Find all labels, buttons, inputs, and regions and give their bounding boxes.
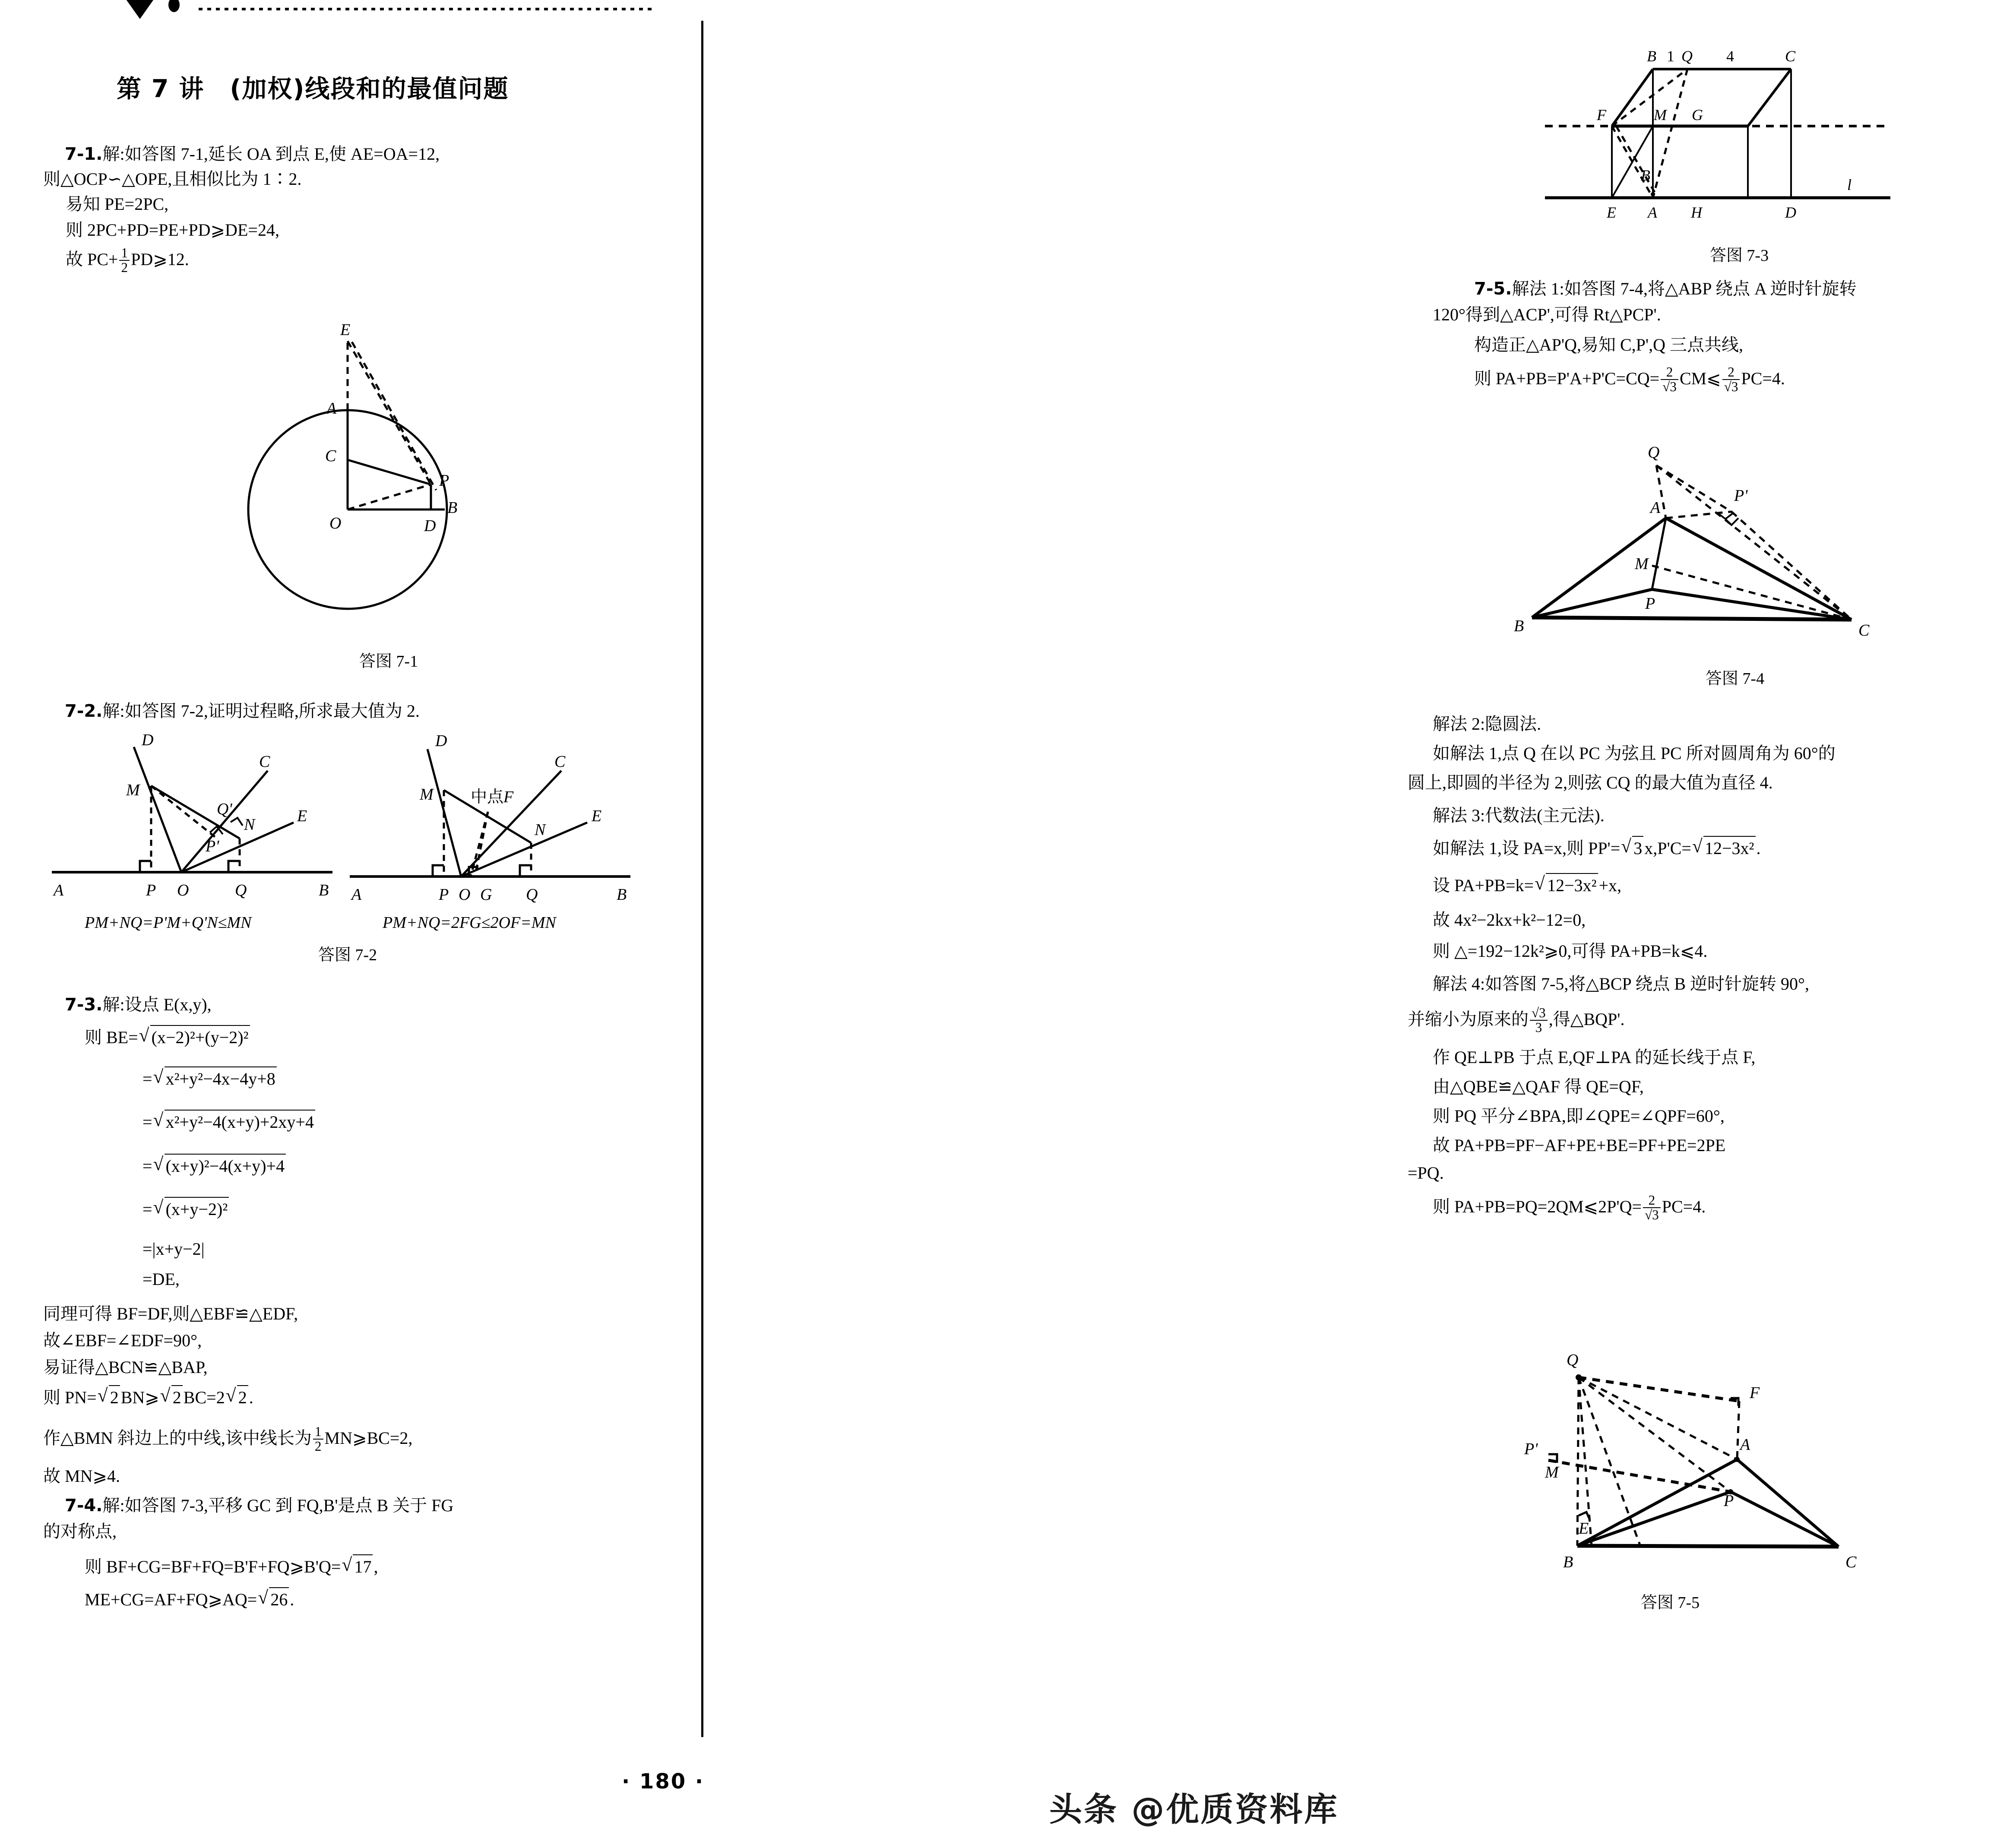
radical-1: √ (x−2)²+(y−2)² bbox=[139, 1025, 250, 1049]
solution-3-line4: 则 △=192−12k²⩾0,可得 PA+PB=k⩽4. bbox=[1433, 941, 1708, 961]
fig-7-1-label-C: C bbox=[325, 447, 336, 465]
prob-7-3-eq3 bbox=[142, 1110, 316, 1134]
solution-3-line3: 故 4x²−2kx+k²−12=0, bbox=[1433, 910, 1586, 930]
page-title: 第 7 讲 (加权)线段和的最值问题 bbox=[117, 75, 509, 103]
svg-text:E: E bbox=[1579, 1519, 1589, 1538]
solution-3-head: 解法 3:代数法(主元法). bbox=[1433, 806, 1605, 825]
radical-sqrt3: √ 3 bbox=[1621, 836, 1643, 860]
fraction-2-over-sqrt3-c: $\frac{2}{√3}$ bbox=[1643, 1193, 1661, 1222]
svg-text:1: 1 bbox=[1667, 47, 1674, 65]
watermark-text: 头条 @优质资料库 bbox=[1049, 1790, 1339, 1829]
prob-7-3-eq1 bbox=[85, 1025, 251, 1049]
svg-text:O: O bbox=[459, 886, 471, 904]
solution-3-line1 bbox=[1433, 836, 1761, 860]
figure-7-2-caption: 答图 7-2 bbox=[318, 946, 377, 964]
svg-text:P': P' bbox=[1734, 487, 1748, 505]
s3-l1-pre: 如解法 1,设 PA=x,则 PP'= bbox=[1433, 839, 1621, 858]
radical-sqrt2-b: √ 2 bbox=[160, 1385, 183, 1409]
svg-text:N: N bbox=[244, 816, 255, 834]
svg-text:Q: Q bbox=[1567, 1351, 1579, 1369]
prob-7-3-line-e bbox=[43, 1425, 412, 1453]
svg-text:B: B bbox=[1563, 1553, 1573, 1571]
fraction-2-over-sqrt3-b: $\frac{2}{√3}$ bbox=[1722, 365, 1740, 394]
line-e-pre: 作△BMN 斜边上的中线,该中线长为 bbox=[43, 1428, 312, 1448]
line-e-post: MN⩾BC=2, bbox=[324, 1428, 413, 1448]
prob-7-4-text1: 解:如答图 7-3,平移 GC 到 FQ,B'是点 B 关于 FG bbox=[102, 1496, 454, 1515]
prob-7-1-line1 bbox=[65, 142, 440, 166]
prob-7-4-line3 bbox=[85, 1554, 378, 1579]
fraction-one-half: $\frac{1}{2}$ bbox=[119, 246, 130, 275]
prob-7-3-eq5 bbox=[142, 1197, 230, 1221]
solution-4-line2: 作 QE⊥PB 于点 E,QF⊥PA 的延长线于点 F, bbox=[1433, 1047, 1756, 1067]
svg-text:G: G bbox=[480, 886, 492, 904]
solution-3-line2 bbox=[1433, 873, 1621, 897]
svg-text:P': P' bbox=[1524, 1440, 1538, 1458]
figure-7-1 bbox=[225, 320, 553, 665]
radical-2: √ x²+y²−4x−4y+8 bbox=[153, 1066, 277, 1091]
line3-pre: 则 BF+CG=BF+FQ=B'F+FQ⩾B'Q= bbox=[85, 1557, 341, 1576]
prob-7-4-number: 7-4. bbox=[65, 1496, 103, 1516]
fig-7-1-label-P: P bbox=[439, 471, 449, 490]
s3-l1-mid: x,P'C= bbox=[1644, 839, 1691, 858]
svg-text:D: D bbox=[435, 732, 447, 750]
svg-text:D: D bbox=[1785, 204, 1796, 221]
fraction-2-over-sqrt3-a: $\frac{2}{√3}$ bbox=[1661, 365, 1678, 394]
prob-7-5-line3: 构造正△AP'Q,易知 C,P',Q 三点共线, bbox=[1474, 335, 1744, 354]
eq4-lead: = bbox=[142, 1156, 152, 1176]
figure-7-2-left bbox=[47, 730, 350, 915]
svg-text:Q': Q' bbox=[217, 800, 232, 818]
line3-post: , bbox=[373, 1557, 378, 1576]
svg-text:C: C bbox=[1845, 1553, 1857, 1571]
svg-text:F: F bbox=[1597, 106, 1606, 123]
radical-12-3x2-b: √ 12−3x² bbox=[1535, 873, 1598, 897]
eq5-lead: = bbox=[142, 1199, 152, 1219]
prob-7-5-number: 7-5. bbox=[1474, 279, 1512, 299]
svg-text:M: M bbox=[1635, 555, 1649, 573]
prob-7-3-line-c: 易证得△BCN≌△BAP, bbox=[43, 1358, 208, 1377]
figure-7-4-caption: 答图 7-4 bbox=[1705, 670, 1765, 688]
svg-text:4: 4 bbox=[1726, 47, 1734, 65]
prob-7-1-line3: 易知 PE=2PC, bbox=[66, 194, 169, 214]
s3-l2-pre: 设 PA+PB=k= bbox=[1433, 876, 1534, 895]
svg-text:P: P bbox=[1645, 595, 1655, 613]
svg-text:A: A bbox=[351, 886, 362, 904]
svg-text:E: E bbox=[1607, 204, 1616, 221]
svg-text:C: C bbox=[554, 753, 566, 771]
s3-l1-post: . bbox=[1756, 839, 1761, 858]
solution-2-line2: 圆上,即圆的半径为 2,则弦 CQ 的最大值为直径 4. bbox=[1408, 773, 1773, 792]
top-caret-mark bbox=[125, 0, 155, 19]
top-dot-mark bbox=[168, 0, 180, 12]
svg-text:B: B bbox=[1647, 47, 1656, 65]
figure-7-2-left-formula: PM+NQ=P'M+Q'N≤MN bbox=[85, 914, 252, 932]
fraction-one-half-2: $\frac{1}{2}$ bbox=[313, 1425, 323, 1453]
column-divider bbox=[701, 21, 703, 1737]
svg-text:B: B bbox=[617, 886, 627, 904]
svg-text:M: M bbox=[1654, 106, 1667, 123]
solution-4-line6: =PQ. bbox=[1408, 1163, 1444, 1183]
svg-text:Q: Q bbox=[1681, 47, 1693, 65]
svg-text:P: P bbox=[146, 881, 156, 899]
prob-7-1-line2: 则△OCP∽△OPE,且相似比为 1∶2. bbox=[43, 169, 302, 189]
svg-text:Q: Q bbox=[1648, 443, 1660, 462]
line-d-mid: BN⩾ bbox=[120, 1388, 159, 1407]
svg-text:P: P bbox=[439, 886, 449, 904]
svg-text:Q: Q bbox=[235, 881, 247, 899]
svg-text:A: A bbox=[1650, 499, 1661, 517]
svg-text:G: G bbox=[1692, 106, 1703, 123]
prob-7-1-line5-pre: 故 PC+ bbox=[66, 250, 118, 269]
prob-7-3-eq4 bbox=[142, 1154, 287, 1178]
prob-7-5-line4 bbox=[1474, 365, 1785, 394]
line-d-end: . bbox=[249, 1388, 253, 1407]
fig-7-1-label-A: A bbox=[326, 399, 337, 418]
s4-l7-pre: 则 PA+PB=PQ=2QM⩽2P'Q= bbox=[1433, 1197, 1642, 1217]
radical-sqrt2-c: √ 2 bbox=[226, 1385, 248, 1409]
svg-text:P: P bbox=[1724, 1492, 1734, 1510]
prob-7-1-number: 7-1. bbox=[65, 144, 103, 164]
svg-text:F: F bbox=[503, 788, 514, 806]
prob-7-2-number: 7-2. bbox=[65, 701, 103, 721]
prob-7-2-text1: 解:如答图 7-2,证明过程略,所求最大值为 2. bbox=[102, 701, 420, 721]
solution-4-line4: 则 PQ 平分∠BPA,即∠QPE=∠QPF=60°, bbox=[1433, 1106, 1725, 1126]
prob-7-5-text1: 解法 1:如答图 7-4,将△ABP 绕点 A 逆时针旋转 bbox=[1512, 279, 1857, 298]
svg-text:M: M bbox=[1545, 1463, 1559, 1481]
solution-4-head: 解法 4:如答图 7-5,将△BCP 绕点 B 逆时针旋转 90°, bbox=[1433, 974, 1809, 994]
svg-text:E: E bbox=[592, 807, 602, 825]
figure-7-2-right bbox=[345, 730, 648, 915]
line-d-pre: 则 PN= bbox=[43, 1388, 97, 1407]
p75-l4-post: PC=4. bbox=[1741, 369, 1785, 389]
solution-4-line1 bbox=[1408, 1006, 1625, 1035]
p75-l4-mid: CM⩽ bbox=[1679, 369, 1721, 389]
prob-7-3-line1 bbox=[65, 993, 212, 1016]
fig-7-1-label-E: E bbox=[340, 321, 351, 339]
prob-7-3-line-f: 故 MN⩾4. bbox=[43, 1466, 120, 1486]
figure-7-3-caption: 答图 7-3 bbox=[1709, 247, 1769, 265]
solution-4-line7 bbox=[1433, 1193, 1706, 1222]
prob-7-3-line-d bbox=[43, 1385, 253, 1409]
svg-text:D: D bbox=[142, 731, 154, 749]
prob-7-2-line1 bbox=[65, 699, 420, 723]
s4-l1-post: ,得△BQP'. bbox=[1548, 1009, 1625, 1029]
prob-7-4-line4 bbox=[85, 1587, 294, 1611]
svg-text:C: C bbox=[1858, 621, 1870, 639]
s4-l7-post: PC=4. bbox=[1662, 1197, 1706, 1217]
prob-7-1-text1: 解:如答图 7-1,延长 OA 到点 E,使 AE=OA=12, bbox=[102, 144, 440, 164]
radical-17: √ 17 bbox=[342, 1554, 373, 1579]
svg-text:A: A bbox=[54, 881, 64, 899]
radical-4: √ (x+y)²−4(x+y)+4 bbox=[153, 1154, 286, 1178]
radical-5: √ (x+y−2)² bbox=[153, 1197, 229, 1221]
p75-l4-pre: 则 PA+PB=P'A+P'C=CQ= bbox=[1474, 369, 1660, 389]
eq1-lead: 则 BE= bbox=[85, 1028, 138, 1047]
fig-7-1-label-D: D bbox=[424, 517, 436, 535]
svg-text:B': B' bbox=[1641, 167, 1654, 184]
solution-4-line3: 由△QBE≌△QAF 得 QE=QF, bbox=[1433, 1077, 1644, 1096]
radical-26: √ 26 bbox=[258, 1587, 289, 1611]
prob-7-1-line4: 则 2PC+PD=PE+PD⩾DE=24, bbox=[66, 220, 279, 240]
prob-7-5-line1 bbox=[1474, 277, 1857, 301]
svg-text:C: C bbox=[259, 753, 270, 771]
figure-7-4 bbox=[1476, 436, 1994, 661]
prob-7-4-line2: 的对称点, bbox=[43, 1522, 117, 1541]
figure-7-2-right-formula: PM+NQ=2FG≤2OF=MN bbox=[383, 914, 556, 932]
line4-post: . bbox=[290, 1590, 294, 1609]
prob-7-3-eq2 bbox=[142, 1066, 278, 1091]
line-d-post: BC=2 bbox=[183, 1388, 225, 1407]
figure-7-5 bbox=[1497, 1343, 1981, 1585]
svg-text:M: M bbox=[420, 785, 434, 804]
svg-text:A: A bbox=[1648, 204, 1657, 221]
page-number: · 180 · bbox=[622, 1769, 705, 1794]
svg-text:F: F bbox=[1750, 1384, 1760, 1402]
svg-text:P': P' bbox=[206, 837, 219, 855]
solution-4-line5: 故 PA+PB=PF−AF+PE+BE=PF+PE=2PE bbox=[1433, 1136, 1726, 1155]
s3-l2-post: +x, bbox=[1598, 876, 1622, 895]
figure-7-3 bbox=[1545, 26, 1934, 233]
figure-7-1-caption: 答图 7-1 bbox=[359, 652, 418, 671]
prob-7-3-line-b: 故∠EBF=∠EDF=90°, bbox=[43, 1331, 202, 1350]
svg-text:l: l bbox=[1847, 176, 1852, 193]
svg-text:N: N bbox=[535, 821, 546, 839]
prob-7-1-line5 bbox=[66, 246, 189, 275]
prob-7-5-line2: 120°得到△ACP',可得 Rt△PCP'. bbox=[1433, 305, 1661, 324]
s4-l1-pre: 并缩小为原来的 bbox=[1408, 1009, 1529, 1029]
svg-text:A: A bbox=[1740, 1436, 1750, 1454]
line4-pre: ME+CG=AF+FQ⩾AQ= bbox=[85, 1590, 257, 1609]
svg-text:B: B bbox=[319, 881, 329, 899]
figure-7-5-caption: 答图 7-5 bbox=[1640, 1594, 1700, 1612]
fraction-sqrt3-over-3: $\frac{√3}{3}$ bbox=[1530, 1006, 1548, 1035]
solution-2-head: 解法 2:隐圆法. bbox=[1433, 714, 1541, 734]
eq3-lead: = bbox=[142, 1112, 152, 1132]
svg-text:C: C bbox=[1785, 47, 1796, 65]
top-dotted-rule bbox=[199, 8, 656, 10]
prob-7-3-line-a: 同理可得 BF=DF,则△EBF≌△EDF, bbox=[43, 1304, 298, 1323]
prob-7-3-text1: 解:设点 E(x,y), bbox=[102, 995, 212, 1014]
radical-12-3x2-a: √ 12−3x² bbox=[1692, 836, 1756, 860]
prob-7-4-line1 bbox=[65, 1494, 453, 1517]
svg-text:H: H bbox=[1691, 204, 1702, 221]
eq2-lead: = bbox=[142, 1069, 152, 1089]
prob-7-3-number: 7-3. bbox=[65, 995, 103, 1015]
radical-sqrt2-a: √ 2 bbox=[98, 1385, 120, 1409]
svg-text:E: E bbox=[297, 807, 307, 825]
prob-7-3-eq6: =|x+y−2| bbox=[142, 1239, 205, 1259]
fig-7-1-label-B: B bbox=[447, 499, 458, 517]
prob-7-1-line5-post: PD⩾12. bbox=[131, 250, 189, 269]
solution-2-line1: 如解法 1,点 Q 在以 PC 为弦且 PC 所对圆周角为 60°的 bbox=[1433, 744, 1836, 763]
svg-text:Q: Q bbox=[526, 886, 538, 904]
svg-text:O: O bbox=[177, 881, 189, 899]
fig-7-1-label-O: O bbox=[329, 514, 342, 532]
svg-text:中点: 中点 bbox=[471, 787, 504, 806]
svg-text:B: B bbox=[1514, 617, 1524, 635]
prob-7-3-eq7: =DE, bbox=[142, 1269, 180, 1289]
radical-3: √ x²+y²−4(x+y)+2xy+4 bbox=[153, 1110, 315, 1134]
svg-text:M: M bbox=[126, 781, 140, 799]
